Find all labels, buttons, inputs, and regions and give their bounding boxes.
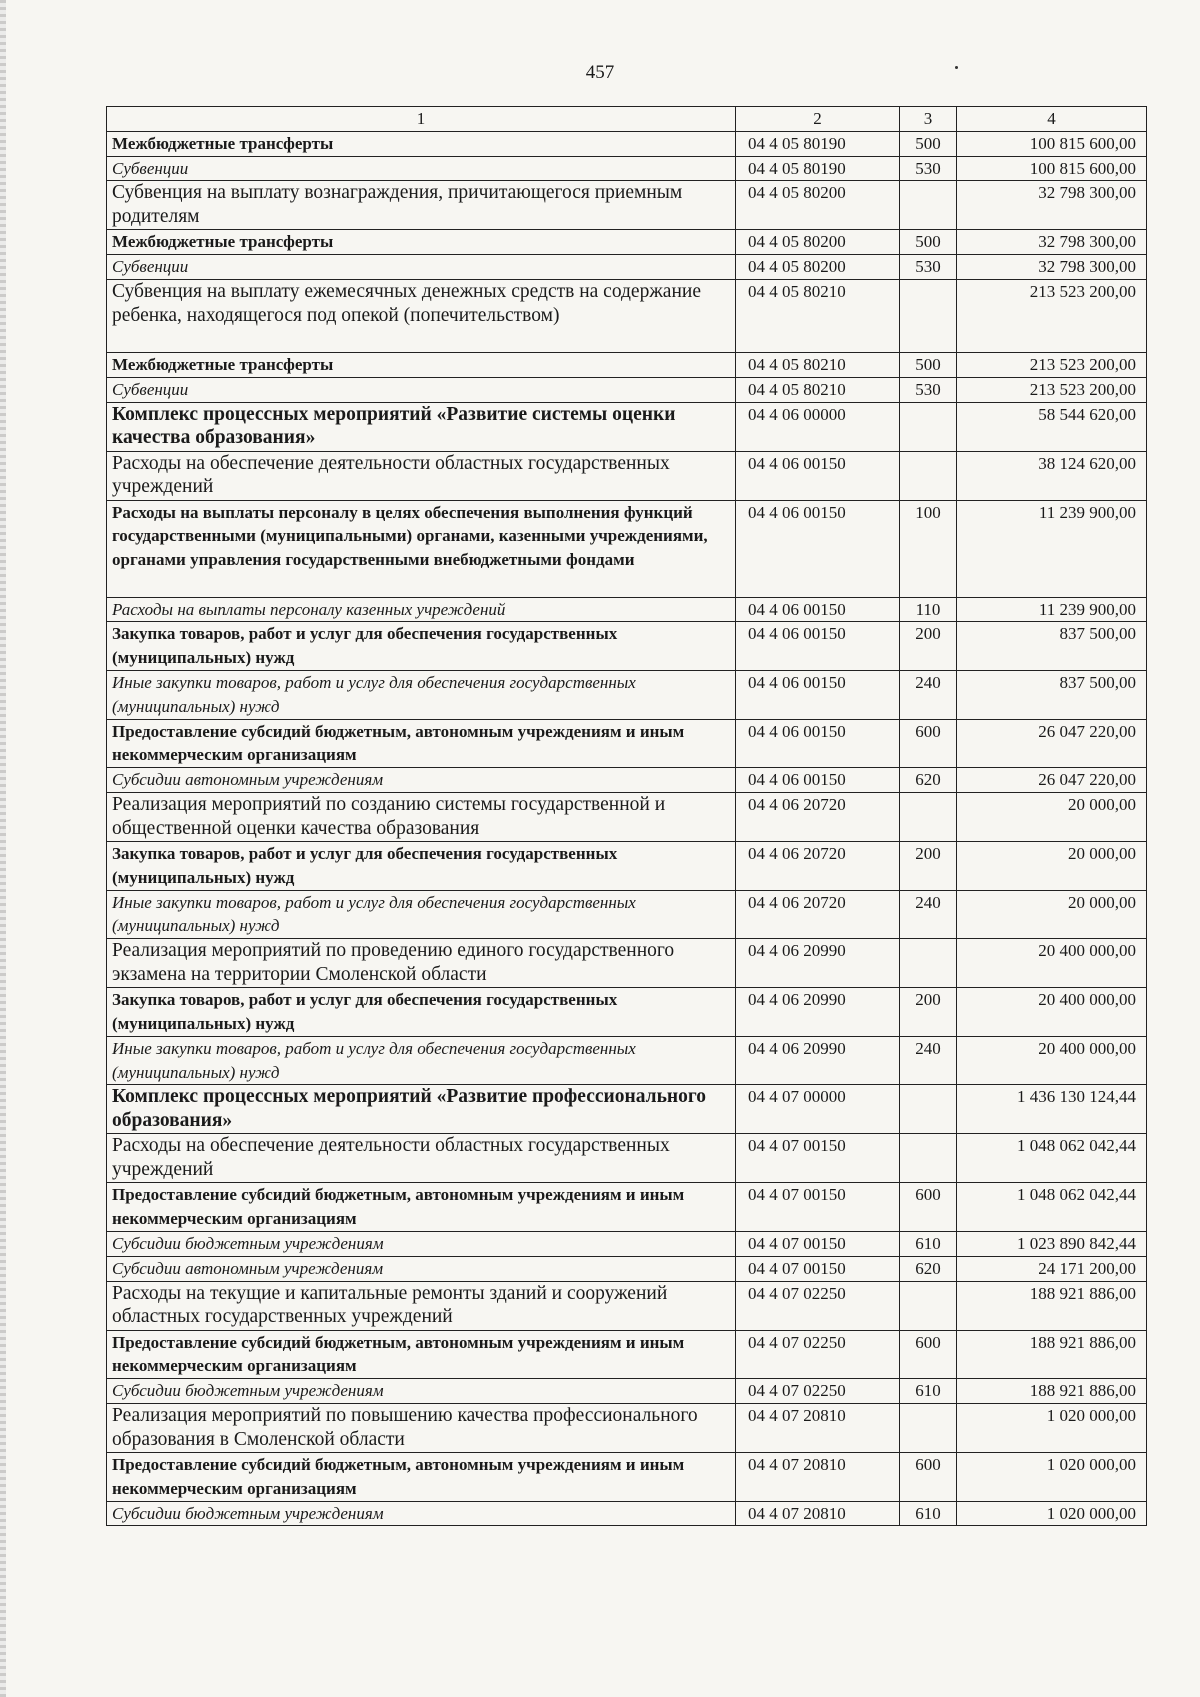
- row-code: 04 4 06 00150: [736, 622, 900, 671]
- scan-edge: [0, 0, 6, 1697]
- table-row: [107, 279, 1147, 352]
- row-amount: 20 400 000,00: [957, 988, 1147, 1037]
- row-name: Расходы на выплаты персоналу казенных учреждений: [107, 597, 736, 622]
- table-row: [107, 1183, 1147, 1232]
- row-amount: 188 921 886,00: [957, 1330, 1147, 1379]
- table-row: [107, 622, 1147, 671]
- row-type: 600: [900, 719, 957, 768]
- row-name: Субвенции: [107, 377, 736, 402]
- row-name: Иные закупки товаров, работ и услуг для обеспечения государственных (муниципальных) нужд: [107, 1036, 736, 1085]
- row-amount: 1 020 000,00: [957, 1452, 1147, 1501]
- row-amount: 26 047 220,00: [957, 719, 1147, 768]
- row-code: 04 4 05 80190: [736, 156, 900, 181]
- row-amount: 20 000,00: [957, 841, 1147, 890]
- row-code: 04 4 07 02250: [736, 1330, 900, 1379]
- table-row: [107, 131, 1147, 156]
- column-header-2: 2: [736, 107, 900, 132]
- row-type: 200: [900, 622, 957, 671]
- row-type: 620: [900, 768, 957, 793]
- row-type: 500: [900, 352, 957, 377]
- row-name: Закупка товаров, работ и услуг для обеспечения государственных (муниципальных) нужд: [107, 988, 736, 1037]
- row-code: 04 4 07 20810: [736, 1403, 900, 1452]
- row-type: 530: [900, 255, 957, 280]
- row-code: 04 4 06 00150: [736, 670, 900, 719]
- row-amount: 38 124 620,00: [957, 451, 1147, 500]
- row-amount: 32 798 300,00: [957, 181, 1147, 230]
- table-row: [107, 230, 1147, 255]
- row-code: 04 4 05 80210: [736, 352, 900, 377]
- row-name: Расходы на выплаты персоналу в целях обеспечения выполнения функций государственными (муниципальными) органами, казенными учреждениями, органами управления государственными внебюджетными фондами: [107, 500, 736, 597]
- table-row: [107, 156, 1147, 181]
- row-name: Предоставление субсидий бюджетным, автономным учреждениям и иным некоммерческим организациям: [107, 1330, 736, 1379]
- table-row: [107, 988, 1147, 1037]
- row-type: [900, 1403, 957, 1452]
- row-name: Субсидии бюджетным учреждениям: [107, 1379, 736, 1404]
- row-amount: 213 523 200,00: [957, 352, 1147, 377]
- page-number: 457: [585, 62, 615, 83]
- table-row: [107, 1330, 1147, 1379]
- row-amount: 1 020 000,00: [957, 1403, 1147, 1452]
- row-type: 600: [900, 1452, 957, 1501]
- row-type: 240: [900, 1036, 957, 1085]
- row-amount: 100 815 600,00: [957, 131, 1147, 156]
- table-row: [107, 402, 1147, 451]
- row-amount: 1 048 062 042,44: [957, 1134, 1147, 1183]
- row-name: Межбюджетные трансферты: [107, 131, 736, 156]
- row-name: Иные закупки товаров, работ и услуг для обеспечения государственных (муниципальных) нужд: [107, 670, 736, 719]
- table-row: [107, 597, 1147, 622]
- row-amount: 837 500,00: [957, 670, 1147, 719]
- scan-speck: [955, 66, 958, 69]
- table-row: [107, 890, 1147, 939]
- row-code: 04 4 06 00150: [736, 500, 900, 597]
- table-row: [107, 768, 1147, 793]
- row-name: Расходы на обеспечение деятельности областных государственных учреждений: [107, 451, 736, 500]
- row-type: [900, 402, 957, 451]
- row-amount: 20 000,00: [957, 890, 1147, 939]
- row-type: 530: [900, 156, 957, 181]
- row-name: Субвенции: [107, 255, 736, 280]
- row-type: [900, 939, 957, 988]
- row-code: 04 4 06 20720: [736, 792, 900, 841]
- row-name: Субсидии бюджетным учреждениям: [107, 1501, 736, 1526]
- row-type: [900, 279, 957, 352]
- row-name: Реализация мероприятий по проведению единого государственного экзамена на территории Смоленской области: [107, 939, 736, 988]
- row-amount: 188 921 886,00: [957, 1379, 1147, 1404]
- row-name: Закупка товаров, работ и услуг для обеспечения государственных (муниципальных) нужд: [107, 841, 736, 890]
- row-code: 04 4 06 20990: [736, 939, 900, 988]
- row-name: Иные закупки товаров, работ и услуг для обеспечения государственных (муниципальных) нужд: [107, 890, 736, 939]
- row-type: [900, 792, 957, 841]
- row-type: 500: [900, 131, 957, 156]
- row-amount: 24 171 200,00: [957, 1256, 1147, 1281]
- row-name: Субсидии бюджетным учреждениям: [107, 1231, 736, 1256]
- row-amount: 100 815 600,00: [957, 156, 1147, 181]
- table-row: [107, 1134, 1147, 1183]
- row-type: 110: [900, 597, 957, 622]
- row-code: 04 4 06 00000: [736, 402, 900, 451]
- row-name: Расходы на текущие и капитальные ремонты зданий и сооружений областных государственных учреждений: [107, 1281, 736, 1330]
- table-row: [107, 500, 1147, 597]
- budget-table: [106, 106, 1147, 1526]
- row-name: Закупка товаров, работ и услуг для обеспечения государственных (муниципальных) нужд: [107, 622, 736, 671]
- row-name: Комплекс процессных мероприятий «Развитие системы оценки качества образования»: [107, 402, 736, 451]
- table-row: [107, 255, 1147, 280]
- table-row: [107, 1231, 1147, 1256]
- row-code: 04 4 06 20990: [736, 988, 900, 1037]
- column-header-1: 1: [107, 107, 736, 132]
- row-name: Предоставление субсидий бюджетным, автономным учреждениям и иным некоммерческим организациям: [107, 1183, 736, 1232]
- row-amount: 32 798 300,00: [957, 255, 1147, 280]
- row-amount: 213 523 200,00: [957, 377, 1147, 402]
- row-name: Предоставление субсидий бюджетным, автономным учреждениям и иным некоммерческим организациям: [107, 1452, 736, 1501]
- row-name: Субвенции: [107, 156, 736, 181]
- row-amount: 58 544 620,00: [957, 402, 1147, 451]
- row-code: 04 4 07 00150: [736, 1231, 900, 1256]
- table-row: [107, 181, 1147, 230]
- row-name: Межбюджетные трансферты: [107, 230, 736, 255]
- table-row: [107, 1036, 1147, 1085]
- row-type: 610: [900, 1379, 957, 1404]
- row-type: 530: [900, 377, 957, 402]
- row-code: 04 4 05 80190: [736, 131, 900, 156]
- row-amount: 1 023 890 842,44: [957, 1231, 1147, 1256]
- row-name: Предоставление субсидий бюджетным, автономным учреждениям и иным некоммерческим организациям: [107, 719, 736, 768]
- row-amount: 213 523 200,00: [957, 279, 1147, 352]
- row-amount: 11 239 900,00: [957, 500, 1147, 597]
- row-amount: 1 048 062 042,44: [957, 1183, 1147, 1232]
- row-name: Реализация мероприятий по повышению качества профессионального образования в Смоленской области: [107, 1403, 736, 1452]
- row-code: 04 4 07 00150: [736, 1183, 900, 1232]
- row-type: 610: [900, 1501, 957, 1526]
- table-row: [107, 1256, 1147, 1281]
- row-amount: 188 921 886,00: [957, 1281, 1147, 1330]
- table-row: [107, 451, 1147, 500]
- row-amount: 1 020 000,00: [957, 1501, 1147, 1526]
- table-row: [107, 1281, 1147, 1330]
- row-type: 500: [900, 230, 957, 255]
- row-code: 04 4 07 20810: [736, 1501, 900, 1526]
- row-code: 04 4 07 00150: [736, 1134, 900, 1183]
- table-row: [107, 792, 1147, 841]
- row-type: 100: [900, 500, 957, 597]
- row-code: 04 4 06 00150: [736, 597, 900, 622]
- table-row: [107, 1501, 1147, 1526]
- table-row: [107, 939, 1147, 988]
- row-type: 200: [900, 988, 957, 1037]
- table-row: [107, 841, 1147, 890]
- row-code: 04 4 05 80200: [736, 255, 900, 280]
- row-amount: 1 436 130 124,44: [957, 1085, 1147, 1134]
- row-name: Реализация мероприятий по созданию системы государственной и общественной оценки качества образования: [107, 792, 736, 841]
- row-name: Расходы на обеспечение деятельности областных государственных учреждений: [107, 1134, 736, 1183]
- row-code: 04 4 06 00150: [736, 719, 900, 768]
- row-name: Субвенция на выплату ежемесячных денежных средств на содержание ребенка, находящегося под опекой (попечительством): [107, 279, 736, 352]
- row-name: Субсидии автономным учреждениям: [107, 1256, 736, 1281]
- row-code: 04 4 05 80210: [736, 377, 900, 402]
- row-code: 04 4 06 00150: [736, 451, 900, 500]
- column-header-3: 3: [900, 107, 957, 132]
- row-code: 04 4 07 02250: [736, 1379, 900, 1404]
- row-amount: 20 400 000,00: [957, 1036, 1147, 1085]
- row-amount: 20 400 000,00: [957, 939, 1147, 988]
- row-type: 600: [900, 1183, 957, 1232]
- table-row: [107, 1403, 1147, 1452]
- row-code: 04 4 07 00000: [736, 1085, 900, 1134]
- table-row: [107, 719, 1147, 768]
- table-header-row: [107, 107, 1147, 132]
- table-row: [107, 1085, 1147, 1134]
- table-row: [107, 1379, 1147, 1404]
- row-name: Субвенция на выплату вознаграждения, причитающегося приемным родителям: [107, 181, 736, 230]
- row-code: 04 4 06 20720: [736, 890, 900, 939]
- row-code: 04 4 06 20720: [736, 841, 900, 890]
- row-code: 04 4 06 00150: [736, 768, 900, 793]
- row-amount: 26 047 220,00: [957, 768, 1147, 793]
- row-amount: 11 239 900,00: [957, 597, 1147, 622]
- table-row: [107, 377, 1147, 402]
- row-type: [900, 181, 957, 230]
- row-code: 04 4 06 20990: [736, 1036, 900, 1085]
- row-name: Межбюджетные трансферты: [107, 352, 736, 377]
- row-code: 04 4 07 00150: [736, 1256, 900, 1281]
- row-type: 240: [900, 670, 957, 719]
- row-code: 04 4 05 80200: [736, 181, 900, 230]
- row-code: 04 4 07 20810: [736, 1452, 900, 1501]
- row-type: [900, 1085, 957, 1134]
- row-type: 600: [900, 1330, 957, 1379]
- row-code: 04 4 05 80200: [736, 230, 900, 255]
- row-type: [900, 1281, 957, 1330]
- row-code: 04 4 05 80210: [736, 279, 900, 352]
- row-type: [900, 1134, 957, 1183]
- row-type: 610: [900, 1231, 957, 1256]
- row-amount: 20 000,00: [957, 792, 1147, 841]
- row-amount: 837 500,00: [957, 622, 1147, 671]
- row-code: 04 4 07 02250: [736, 1281, 900, 1330]
- row-amount: 32 798 300,00: [957, 230, 1147, 255]
- row-type: 620: [900, 1256, 957, 1281]
- column-header-4: 4: [957, 107, 1147, 132]
- row-type: [900, 451, 957, 500]
- row-name: Комплекс процессных мероприятий «Развитие профессионального образования»: [107, 1085, 736, 1134]
- row-name: Субсидии автономным учреждениям: [107, 768, 736, 793]
- table-row: [107, 352, 1147, 377]
- table-row: [107, 1452, 1147, 1501]
- table-row: [107, 670, 1147, 719]
- row-type: 240: [900, 890, 957, 939]
- row-type: 200: [900, 841, 957, 890]
